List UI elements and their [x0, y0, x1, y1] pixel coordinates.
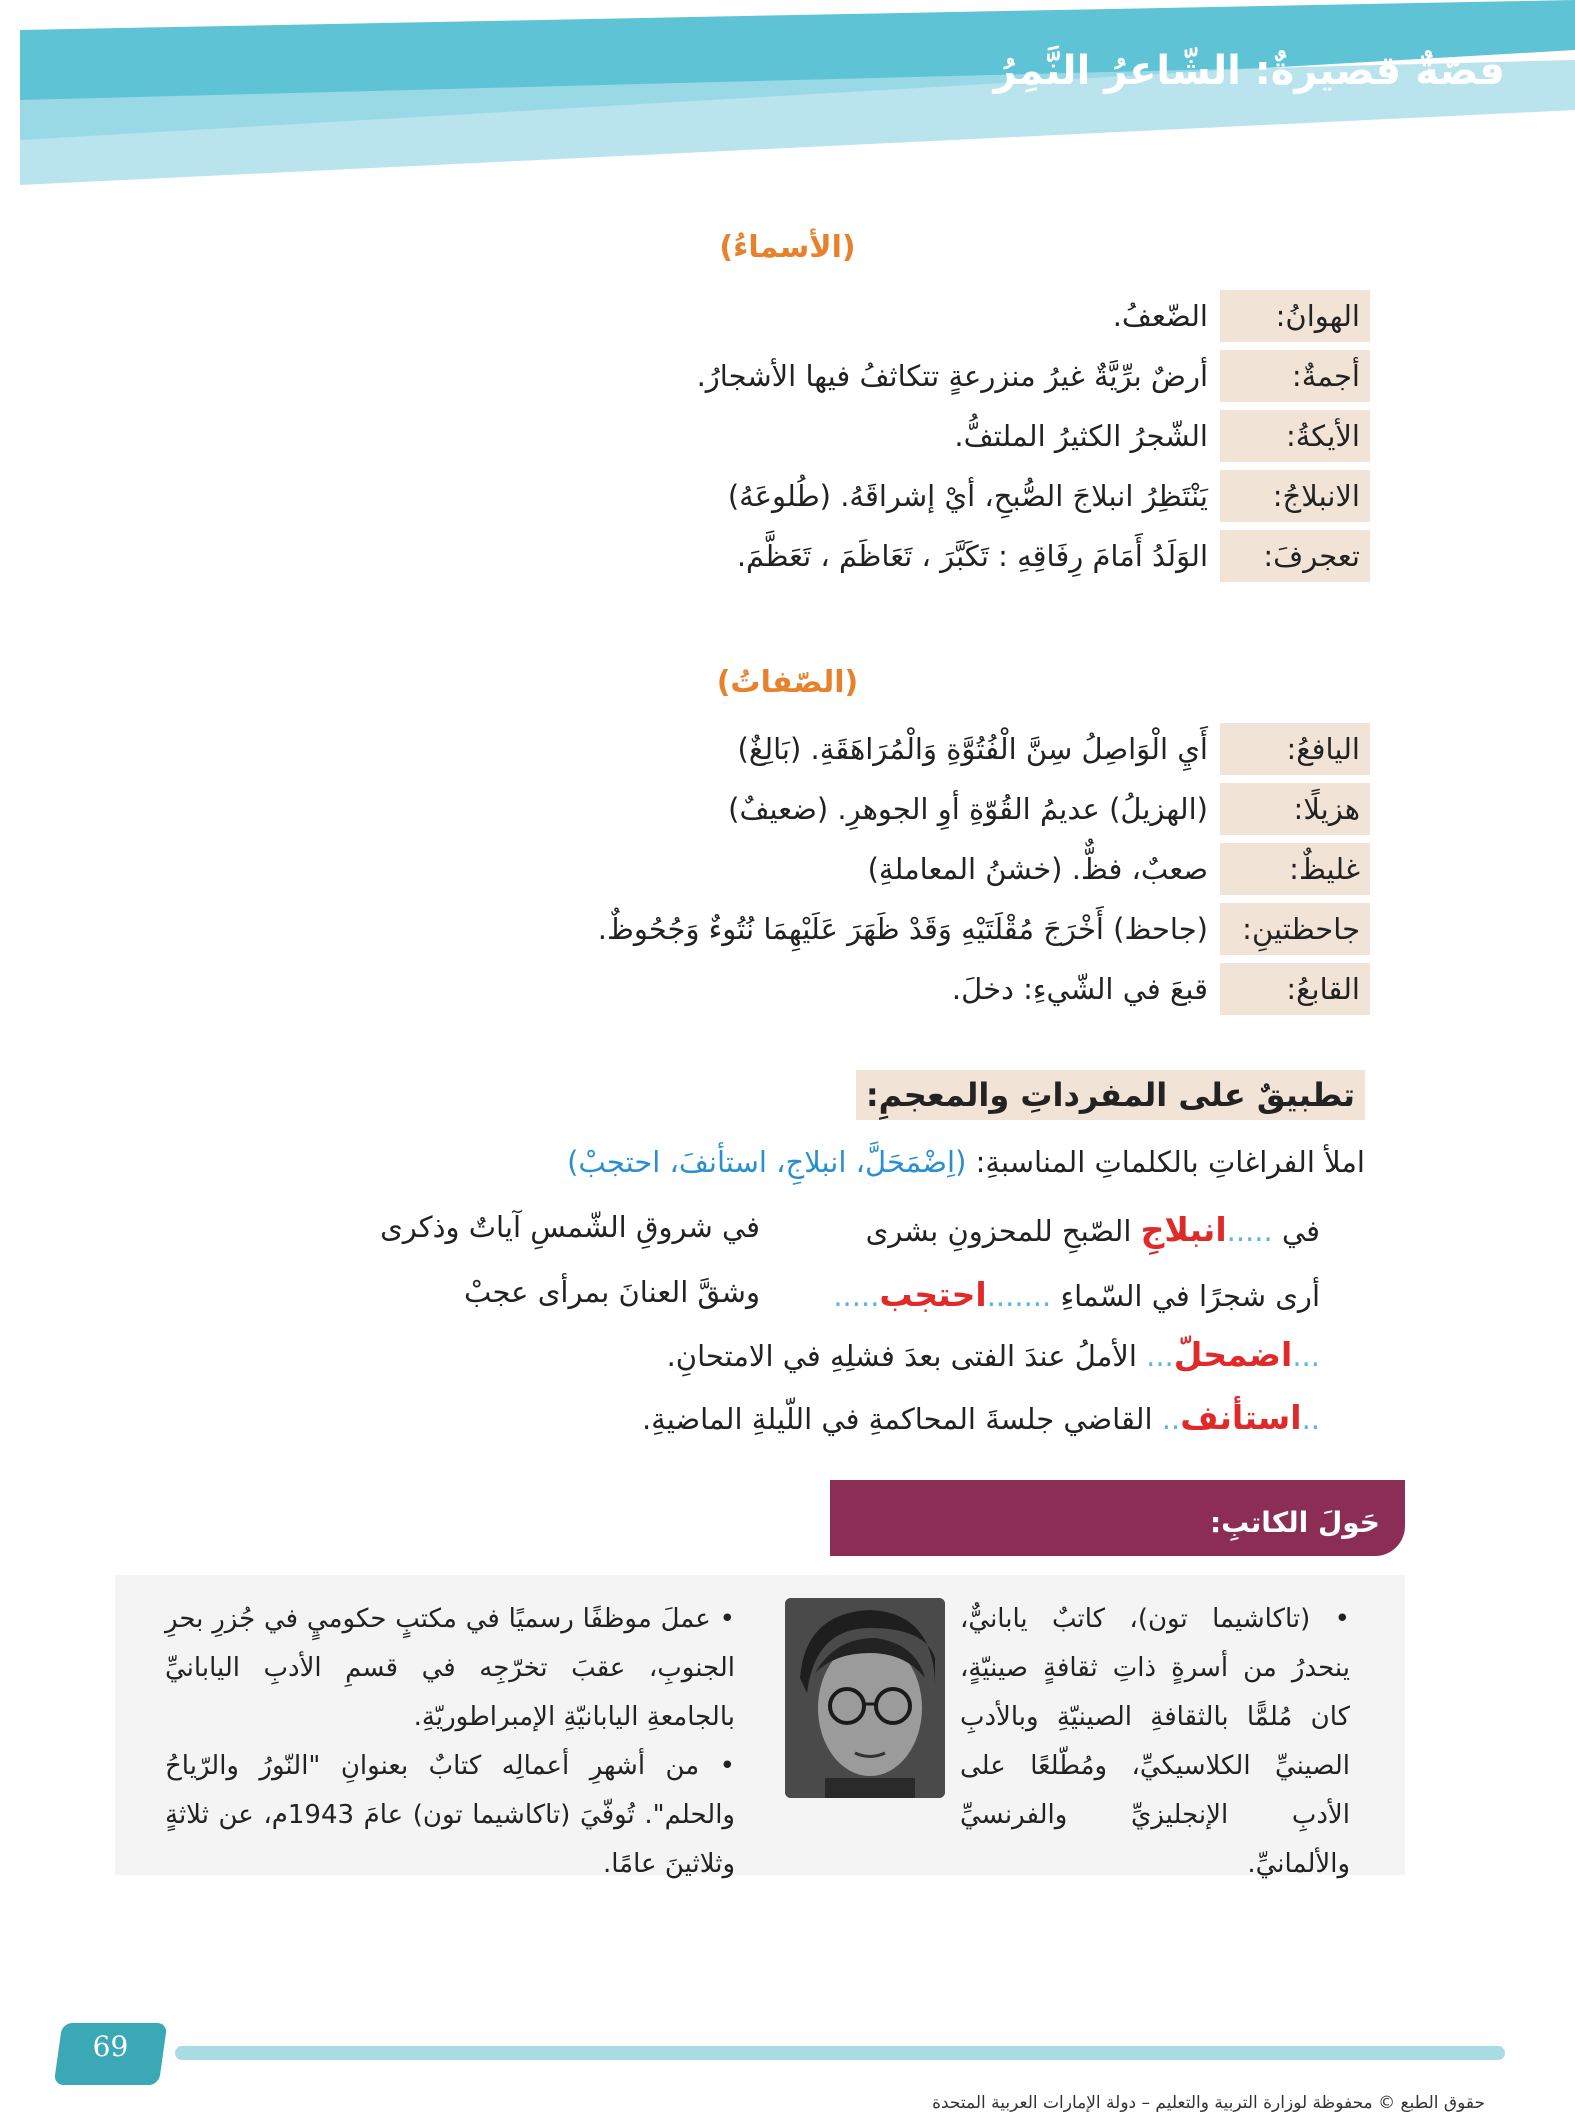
- exercise-line-second-hemistich: وشقَّ العنانَ بمرأى عجبْ: [463, 1275, 760, 1309]
- page-title: قصّةٌ قصيرةٌ: الشّاعرُ النَّمِرُ: [993, 48, 1505, 94]
- gloss-row: [728, 783, 1370, 835]
- gloss-definition: الوَلَدُ أَمَامَ رِفَاقِهِ : تَكَبَّرَ ، تَعَاظَمَ ، تَعَظَّمَ.: [736, 539, 1208, 573]
- copyright-text: حقوق الطبع © محفوظة لوزارة التربية والتعليم – دولة الإمارات العربية المتحدة: [932, 2093, 1485, 2113]
- exercise-line-second-hemistich: في شروقِ الشّمسِ آياتٌ وذكرى: [380, 1210, 760, 1244]
- filled-answer: احتجب: [879, 1275, 987, 1314]
- gloss-row: [598, 903, 1370, 955]
- gloss-definition: قبعَ في الشّيءِ: دخلَ.: [951, 972, 1208, 1006]
- author-bio-left: [165, 1595, 735, 1889]
- bio-bullet: • من أشهرِ أعمالِه كتابٌ بعنوانِ "النّورُ والرّياحُ والحلم". تُوفّيَ (تاكاشيما تون) عامَ 1943م، عن ثلاثةٍ وثلاثينَ عامًا.: [165, 1751, 735, 1879]
- gloss-row: [738, 723, 1371, 775]
- line-text-after: القاضي جلسةَ المحاكمةِ في اللّيلةِ الماضيةِ.: [641, 1402, 1153, 1436]
- instruction-text: املأ الفراغاتِ بالكلماتِ المناسبةِ:: [975, 1145, 1365, 1179]
- blank-dots: ..: [1161, 1402, 1181, 1436]
- gloss-definition: أَيِ الْوَاصِلُ سِنَّ الْفُتُوَّةِ وَالْمُرَاهَقَةِ. (بَالِغٌ): [737, 732, 1208, 766]
- exercise-instruction: [567, 1145, 1365, 1179]
- exercise-line: [833, 1275, 1320, 1314]
- gloss-term: أجمةٌ:: [1220, 350, 1370, 402]
- page-number: 69: [92, 2030, 129, 2063]
- author-photo: [785, 1598, 945, 1798]
- exercise-line: [667, 1335, 1320, 1374]
- author-bio-right: • (تاكاشيما تون)، كاتبٌ يابانيٌّ، ينحدرُ من أسرةٍ ذاتِ ثقافةٍ صينيّةٍ، كان مُلمًّا بالثقافةِ الصينيّةِ وبالأدبِ الصينيِّ الكلاسيكيِّ، ومُطّلعًا على الأدبِ الإنجليزيِّ والفرنسيِّ والألمانيِّ.: [960, 1604, 1350, 1879]
- blank-dots: ..: [1301, 1402, 1320, 1436]
- gloss-definition: يَنْتَظِرُ انبلاجَ الصُّبحِ، أيْ إشراقَهُ. (طُلوعَهُ): [727, 479, 1208, 513]
- gloss-definition: الشّجرُ الكثيرُ الملتفُّ.: [954, 419, 1208, 453]
- line-text-after: الأملُ عندَ الفتى بعدَ فشلِهِ في الامتحانِ.: [666, 1339, 1137, 1373]
- author-tab-title: حَولَ الكاتبِ:: [1209, 1506, 1380, 1539]
- footer-bar: [175, 2046, 1505, 2060]
- blank-dots: .....: [833, 1279, 880, 1313]
- gloss-row: [952, 963, 1370, 1015]
- blank-dots: .....: [1226, 1214, 1273, 1248]
- gloss-row: [868, 843, 1370, 895]
- gloss-row: [697, 350, 1370, 402]
- header-banner: [0, 0, 1575, 200]
- bio-bullet: • عملَ موظفًا رسميًا في مكتبٍ حكوميٍ في جُزرِ بحرِ الجنوبِ، عقبَ تخرّجِه في قسمِ الأدبِ اليابانيِّ بالجامعةِ اليابانيّةِ الإمبراطوريّةِ.: [165, 1604, 735, 1732]
- gloss-definition: (الهزيلُ) عديمُ القُوّةِ أوِ الجوهرِ. (ضعيفٌ): [728, 792, 1208, 826]
- gloss-term: اليافعُ:: [1220, 723, 1370, 775]
- filled-answer: استأنف: [1180, 1398, 1302, 1437]
- portrait-image: [785, 1598, 945, 1798]
- gloss-term: تعجرفَ:: [1220, 530, 1370, 582]
- gloss-definition: صعبٌ، فظٌّ. (خشنُ المعاملةِ): [867, 852, 1208, 886]
- blank-dots: ...: [1146, 1339, 1174, 1373]
- line-text-before: في: [1281, 1214, 1320, 1248]
- gloss-row: [1113, 290, 1370, 342]
- exercise-line: [866, 1210, 1320, 1249]
- nouns-section-title: (الأسماءُ): [719, 230, 856, 265]
- gloss-row: [954, 410, 1370, 462]
- gloss-term: الأيكةُ:: [1220, 410, 1370, 462]
- gloss-definition: أرضٌ برِّيَّةٌ غيرُ منزرعةٍ تتكاثفُ فيها الأشجارُ.: [696, 359, 1208, 393]
- word-bank: (اِضْمَحَلَّ، انبلاجِ، استأنفَ، احتجبْ): [567, 1145, 967, 1179]
- gloss-row: [728, 470, 1370, 522]
- gloss-term: الهوانُ:: [1220, 290, 1370, 342]
- blank-dots: .......: [986, 1279, 1052, 1313]
- gloss-term: جاحظتينِ:: [1220, 903, 1370, 955]
- gloss-term: هزيلًا:: [1220, 783, 1370, 835]
- gloss-term: القابعُ:: [1220, 963, 1370, 1015]
- filled-answer: اضمحلّ: [1173, 1335, 1293, 1374]
- gloss-row: [737, 530, 1370, 582]
- line-text-before: أرى شجرًا في السّماءِ: [1060, 1279, 1320, 1313]
- adjectives-section-title: (الصّفاتُ): [716, 665, 859, 700]
- exercise-line: [642, 1398, 1320, 1437]
- gloss-definition: (جاحظ) أَخْرَجَ مُقْلَتَيْهِ وَقَدْ ظَهَرَ عَلَيْهِمَا نُتُوءٌ وَجُحُوظٌ.: [597, 912, 1208, 946]
- gloss-term: غليظٌ:: [1220, 843, 1370, 895]
- line-text-after: الصّبحِ للمحزونِ بشرى: [865, 1214, 1132, 1248]
- exercise-heading: تطبيقٌ على المفرداتِ والمعجمِ:: [856, 1070, 1365, 1120]
- filled-answer: انبلاجِ: [1140, 1210, 1227, 1249]
- blank-dots: ...: [1292, 1339, 1320, 1373]
- gloss-definition: الضّعفُ.: [1112, 299, 1208, 333]
- gloss-term: الانبلاجُ:: [1220, 470, 1370, 522]
